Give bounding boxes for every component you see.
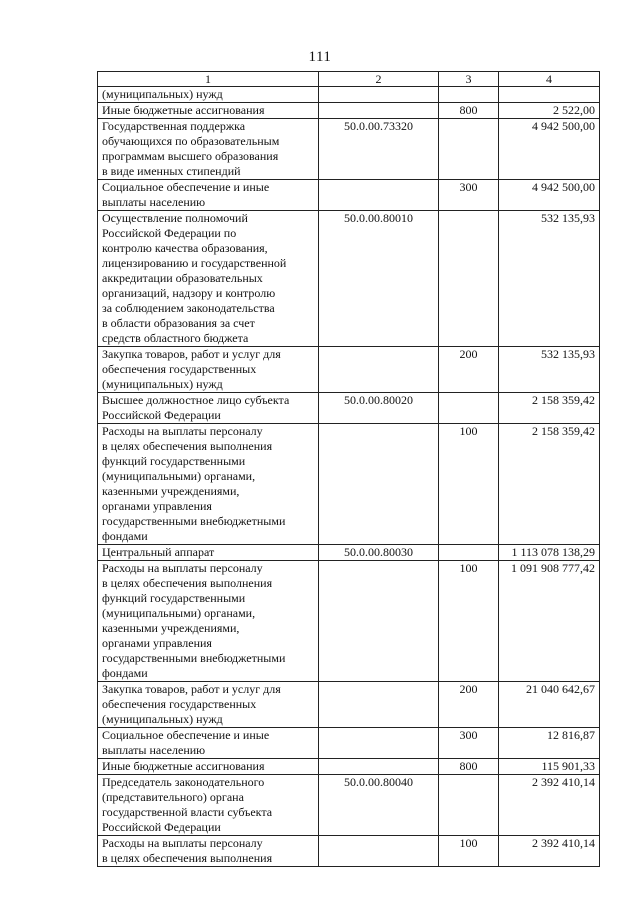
expense-name-line: выплаты населению: [102, 743, 206, 757]
amount-cell: 21 040 642,67: [499, 682, 600, 728]
table-row: [98, 393, 600, 424]
expense-type-cell: 100: [439, 836, 499, 867]
target-article-code-cell: [319, 347, 439, 393]
expense-name-line: в области образования за счет: [102, 316, 255, 330]
expense-name-cell: [98, 180, 319, 211]
expense-name-cell: [98, 393, 319, 424]
expense-name-line: в виде именных стипендий: [102, 164, 241, 178]
expense-name-cell: [98, 728, 319, 759]
expense-name-line: Расходы на выплаты персоналу: [102, 424, 263, 438]
amount-cell: 4 942 500,00: [499, 119, 600, 180]
amount-cell: 4 942 500,00: [499, 180, 600, 211]
expense-name-line: лицензированию и государственной: [102, 256, 287, 270]
table-header-row: [98, 72, 600, 87]
expense-name-line: Закупка товаров, работ и услуг для: [102, 682, 281, 696]
expense-name-line: обеспечения государственных: [102, 362, 257, 376]
amount-cell: 2 522,00: [499, 103, 600, 119]
amount-cell: 2 158 359,42: [499, 393, 600, 424]
amount-cell: 2 392 410,14: [499, 775, 600, 836]
expense-name-line: Иные бюджетные ассигнования: [102, 759, 265, 773]
expense-name-line: Осуществление полномочий: [102, 211, 248, 225]
expense-name-line: Государственная поддержка: [102, 119, 246, 133]
expense-name-line: функций государственными: [102, 454, 246, 468]
target-article-code-cell: [319, 728, 439, 759]
expense-type-cell: [439, 211, 499, 347]
table-row: [98, 87, 600, 103]
expense-name-line: Российской Федерации: [102, 408, 221, 422]
expense-name-cell: [98, 424, 319, 545]
expense-name-line: государственными внебюджетными: [102, 514, 286, 528]
target-article-code-cell: [319, 561, 439, 682]
expense-type-cell: [439, 87, 499, 103]
expense-name-line: Расходы на выплаты персоналу: [102, 561, 263, 575]
expense-name-cell: [98, 347, 319, 393]
column-header: 1: [98, 72, 319, 87]
expense-name-line: государственными внебюджетными: [102, 651, 286, 665]
amount-cell: 2 158 359,42: [499, 424, 600, 545]
table-row: [98, 103, 600, 119]
target-article-code-cell: 50.0.00.80030: [319, 545, 439, 561]
expense-name-cell: [98, 836, 319, 867]
expense-name-line: контролю качества образования,: [102, 241, 268, 255]
expense-type-cell: [439, 775, 499, 836]
expense-name-line: программам высшего образования: [102, 149, 279, 163]
table-row: [98, 682, 600, 728]
amount-cell: 115 901,33: [499, 759, 600, 775]
expense-name-line: Высшее должностное лицо субъекта: [102, 393, 290, 407]
expense-name-line: Социальное обеспечение и иные: [102, 180, 270, 194]
table-row: [98, 180, 600, 211]
expense-name-cell: [98, 545, 319, 561]
expense-name-line: Иные бюджетные ассигнования: [102, 103, 265, 117]
expense-name-line: Закупка товаров, работ и услуг для: [102, 347, 281, 361]
expense-name-cell: [98, 682, 319, 728]
expense-name-line: органами управления: [102, 499, 212, 513]
expense-name-line: (муниципальными) органами,: [102, 606, 256, 620]
amount-cell: 532 135,93: [499, 347, 600, 393]
expense-type-cell: 800: [439, 759, 499, 775]
expense-name-line: в целях обеспечения выполнения: [102, 576, 273, 590]
expense-name-line: казенными учреждениями,: [102, 484, 240, 498]
expense-name-line: функций государственными: [102, 591, 246, 605]
expense-type-cell: [439, 119, 499, 180]
expense-name-line: органами управления: [102, 636, 212, 650]
amount-cell: 1 113 078 138,29: [499, 545, 600, 561]
target-article-code-cell: [319, 836, 439, 867]
expense-name-line: обеспечения государственных: [102, 697, 257, 711]
expense-name-line: выплаты населению: [102, 195, 206, 209]
expense-name-line: обучающихся по образовательным: [102, 134, 280, 148]
column-header: 2: [319, 72, 439, 87]
table-row: [98, 836, 600, 867]
target-article-code-cell: 50.0.00.80010: [319, 211, 439, 347]
expense-name-cell: [98, 87, 319, 103]
expense-type-cell: [439, 545, 499, 561]
expense-type-cell: 300: [439, 728, 499, 759]
expense-name-line: Председатель законодательного: [102, 775, 265, 789]
expense-type-cell: [439, 393, 499, 424]
expense-name-line: средств областного бюджета: [102, 331, 249, 345]
amount-cell: 1 091 908 777,42: [499, 561, 600, 682]
expense-name-line: (муниципальных) нужд: [102, 377, 223, 391]
table-row: [98, 728, 600, 759]
expense-name-line: в целях обеспечения выполнения: [102, 851, 273, 865]
expense-name-cell: [98, 103, 319, 119]
table-row: [98, 561, 600, 682]
amount-cell: 532 135,93: [499, 211, 600, 347]
expense-name-cell: [98, 211, 319, 347]
expense-name-line: Российской Федерации по: [102, 226, 237, 240]
target-article-code-cell: 50.0.00.80020: [319, 393, 439, 424]
expense-type-cell: 200: [439, 682, 499, 728]
expense-name-line: казенными учреждениями,: [102, 621, 240, 635]
expense-type-cell: 200: [439, 347, 499, 393]
table-row: [98, 211, 600, 347]
target-article-code-cell: [319, 180, 439, 211]
expense-name-line: (муниципальными) органами,: [102, 469, 256, 483]
target-article-code-cell: 50.0.00.80040: [319, 775, 439, 836]
budget-table: [97, 71, 600, 867]
expense-type-cell: 100: [439, 561, 499, 682]
expense-name-line: Социальное обеспечение и иные: [102, 728, 270, 742]
expense-name-line: Российской Федерации: [102, 820, 221, 834]
target-article-code-cell: [319, 759, 439, 775]
expense-name-line: Расходы на выплаты персоналу: [102, 836, 263, 850]
table-row: [98, 759, 600, 775]
expense-name-line: фондами: [102, 666, 148, 680]
expense-name-cell: [98, 561, 319, 682]
expense-name-line: (муниципальных) нужд: [102, 712, 223, 726]
amount-cell: [499, 87, 600, 103]
table-row: [98, 545, 600, 561]
target-article-code-cell: [319, 682, 439, 728]
column-header: 3: [439, 72, 499, 87]
expense-name-line: Центральный аппарат: [102, 545, 215, 559]
expense-type-cell: 300: [439, 180, 499, 211]
expense-type-cell: 100: [439, 424, 499, 545]
expense-name-line: (представительного) органа: [102, 790, 244, 804]
expense-type-cell: 800: [439, 103, 499, 119]
expense-name-line: организаций, надзору и контролю: [102, 286, 276, 300]
expense-name-line: в целях обеспечения выполнения: [102, 439, 273, 453]
column-header: 4: [499, 72, 600, 87]
table-row: [98, 424, 600, 545]
expense-name-line: аккредитации образовательных: [102, 271, 263, 285]
expense-name-cell: [98, 119, 319, 180]
table-row: [98, 119, 600, 180]
expense-name-line: (муниципальных) нужд: [102, 87, 223, 101]
expense-name-cell: [98, 775, 319, 836]
amount-cell: 12 816,87: [499, 728, 600, 759]
table-row: [98, 775, 600, 836]
expense-name-line: фондами: [102, 529, 148, 543]
target-article-code-cell: [319, 103, 439, 119]
target-article-code-cell: [319, 424, 439, 545]
expense-name-cell: [98, 759, 319, 775]
expense-name-line: за соблюдением законодательства: [102, 301, 275, 315]
amount-cell: 2 392 410,14: [499, 836, 600, 867]
table-row: [98, 347, 600, 393]
target-article-code-cell: 50.0.00.73320: [319, 119, 439, 180]
expense-name-line: государственной власти субъекта: [102, 805, 273, 819]
page-number: 111: [308, 49, 332, 65]
target-article-code-cell: [319, 87, 439, 103]
